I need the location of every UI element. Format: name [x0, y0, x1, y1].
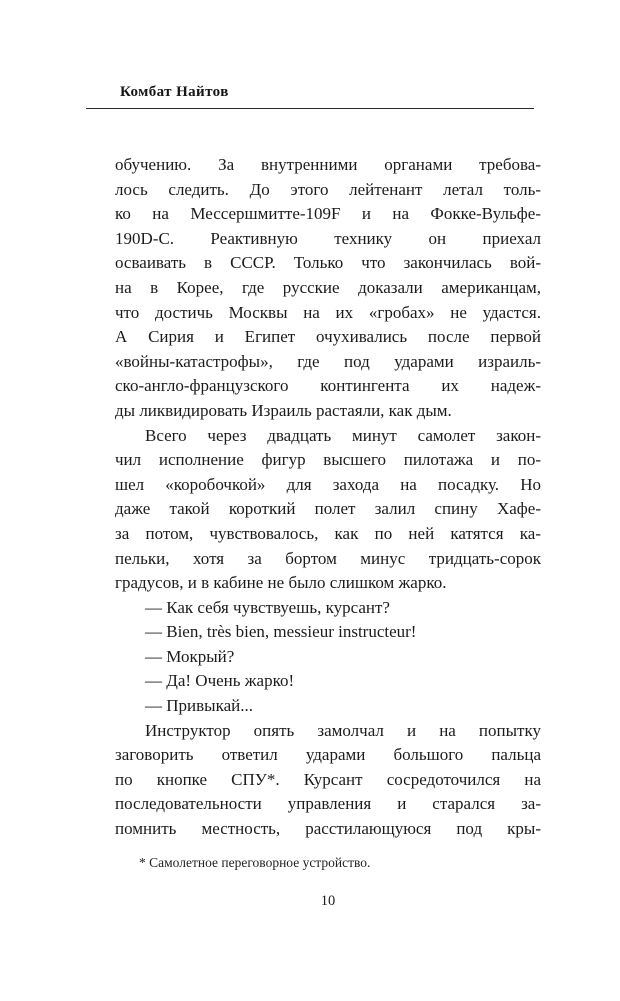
text-line: — Как себя чувствуешь, курсант?: [145, 597, 390, 617]
text-line: чил исполнение фигур высшего пилотажа и по-: [115, 450, 541, 470]
text-line: — Bien, très bien, messieur instructeur!: [145, 622, 417, 642]
text-line: ско-англо-французского контингента их надеж-: [115, 376, 541, 396]
text-line: шел «коробочкой» для захода на посадку. Но: [115, 474, 541, 494]
text-line: «войны-катастрофы», где под ударами израиль-: [115, 351, 541, 371]
text-line: помнить местность, расстилающуюся под кры-: [115, 819, 541, 839]
text-line: за потом, чувствовалось, как по ней катятся ка-: [115, 523, 541, 543]
text-line: заговорить ответил ударами большого пальца: [115, 745, 541, 765]
text-line: ко на Мессершмитте-109F и на Фокке-Вульфе-: [115, 204, 541, 224]
text-line: что достичь Москвы на их «гробах» не удастся.: [115, 302, 541, 322]
text-line: осваивать в СССР. Только что закончилась вой-: [115, 253, 541, 273]
text-line: Всего через двадцать минут самолет закон-: [145, 425, 541, 445]
text-line: лось следить. До этого лейтенант летал толь-: [115, 179, 541, 199]
text-line: по кнопке СПУ*. Курсант сосредоточился на: [115, 769, 541, 789]
header-rule: [86, 108, 534, 109]
text-line: пельки, хотя за бортом минус тридцать-сорок: [115, 548, 541, 568]
text-line: — Мокрый?: [145, 646, 235, 666]
text-line: ды ликвидировать Израиль растаяли, как дым.: [115, 400, 452, 420]
text-line: обучению. За внутренними органами требова-: [115, 155, 541, 174]
footnote: * Самолетное переговорное устройство.: [139, 855, 371, 870]
text-line: — Привыкай...: [145, 696, 253, 716]
text-line: 190D-C. Реактивную технику он приехал: [115, 228, 541, 248]
running-head: [86, 84, 534, 117]
text-line: Инструктор опять замолчал и на попытку: [145, 720, 541, 740]
text-line: последовательности управления и старался за-: [115, 794, 541, 814]
text-line: даже такой короткий полет залил спину Хафе-: [115, 499, 541, 519]
text-line: на в Корее, где русские доказали американцам,: [115, 277, 541, 297]
text-line: А Сирия и Египет очухивались после первой: [115, 327, 541, 347]
page-number: 10: [320, 893, 336, 909]
text-line: — Да! Очень жарко!: [145, 671, 295, 691]
text-line: градусов, и в кабине не было слишком жарко.: [115, 573, 447, 593]
text-block: [115, 153, 541, 842]
page-header-title: Комбат Найтов: [120, 84, 229, 100]
